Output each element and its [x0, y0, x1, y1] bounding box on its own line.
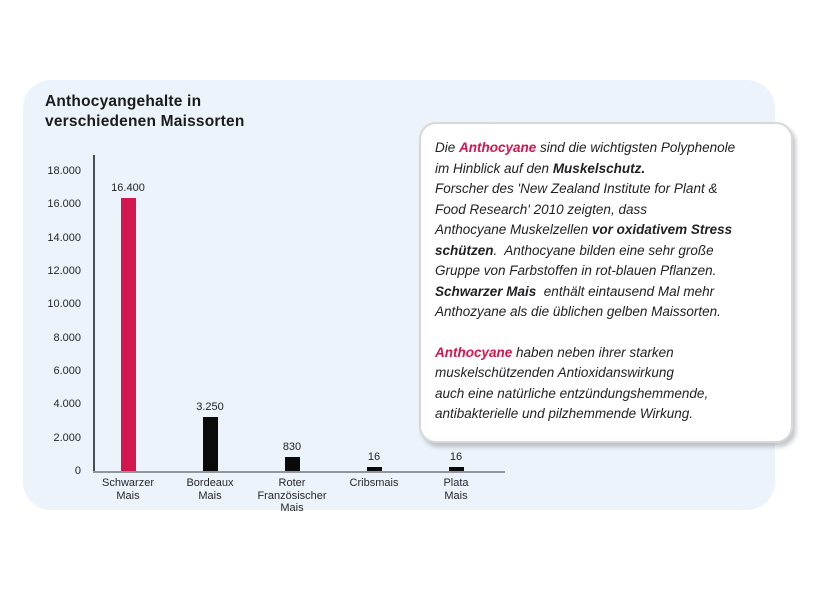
info-text-line — [435, 179, 777, 200]
info-text-line — [435, 282, 777, 303]
text-run: Schwarzer Mais — [435, 283, 537, 299]
y-tick-label: 18.000 — [47, 165, 81, 177]
info-box — [419, 122, 793, 443]
category-label — [82, 477, 174, 502]
bar-value-label: 16.400 — [111, 182, 145, 194]
bar-value-label: 16 — [367, 451, 381, 463]
text-run: sind die wichtigsten Polyphenole — [536, 140, 736, 155]
category-label — [328, 477, 420, 490]
y-tick-label: 4.000 — [53, 398, 81, 411]
text-run: im Hinblick auf den — [435, 160, 553, 176]
text-run: auch eine natürliche entzündungshemmende, — [435, 385, 709, 401]
category-label-line: Plata — [443, 477, 469, 489]
y-axis-line — [93, 155, 95, 471]
y-tick-label: 12.000 — [47, 265, 81, 277]
info-text-line — [435, 159, 777, 180]
chart-title-line-2: verschiedenen Maissorten — [45, 113, 245, 130]
category-label-line: Roter — [278, 477, 306, 489]
info-text-line — [435, 241, 777, 262]
text-run: Die — [435, 140, 460, 155]
info-text-line — [435, 343, 777, 364]
y-tick-label: 8.000 — [53, 331, 81, 344]
y-tick-label: 10.000 — [47, 298, 81, 311]
category-label — [246, 477, 338, 515]
chart-title — [45, 92, 245, 132]
text-run: muskelschützenden Antioxidanswirkung — [435, 365, 674, 380]
info-text-line — [435, 384, 777, 405]
y-tick-label: 16.000 — [47, 198, 81, 211]
text-run: vor oxidativem Stress — [591, 222, 733, 237]
category-label-line: Mais — [280, 502, 304, 514]
chart-title-line-1: Anthocyangehalte in — [45, 93, 202, 110]
y-tick-label: 0 — [74, 465, 81, 477]
info-text-line — [435, 404, 777, 425]
category-label-line: Mais — [198, 489, 222, 502]
text-run: Gruppe von Farbstoffen in rot-blauen Pflanzen. — [435, 263, 717, 278]
category-label — [410, 477, 502, 502]
info-text-line — [435, 200, 777, 221]
text-run: antibakterielle und pilzhemmende Wirkung. — [435, 406, 694, 421]
text-run: haben neben ihrer starken — [512, 344, 674, 360]
info-text-line — [435, 138, 777, 159]
bar-cribsmais — [367, 467, 382, 471]
bar-bordeaux-mais — [203, 417, 218, 471]
text-run: Forscher des 'New Zealand Institute for Plant & — [435, 181, 718, 196]
bar-value-label: 16 — [449, 451, 463, 463]
y-tick-label: 14.000 — [47, 231, 81, 244]
bar-plata-mais — [449, 467, 464, 471]
info-paragraph — [435, 138, 777, 323]
bar-schwarzer-mais — [121, 198, 136, 471]
category-label-line: Cribsmais — [349, 477, 399, 489]
text-run: enthält eintausend Mal mehr — [536, 283, 715, 299]
category-label-line: Schwarzer — [102, 477, 154, 489]
info-text-line — [435, 220, 777, 241]
x-axis-line — [93, 471, 505, 473]
info-paragraph — [435, 343, 777, 425]
category-label-line: Mais — [444, 489, 468, 502]
text-run: Food Research' 2010 zeigten, dass — [435, 201, 647, 217]
category-label — [164, 477, 256, 502]
info-text-line — [435, 302, 777, 323]
bar-roter-franz-sischer-mais — [285, 457, 300, 471]
text-run: Anthozyane als die üblichen gelben Maissorten. — [435, 304, 721, 319]
text-run: Anthocyane — [435, 344, 513, 360]
bar-value-label: 830 — [282, 441, 302, 453]
info-text-line — [435, 261, 777, 282]
y-tick-label: 2.000 — [53, 431, 81, 444]
bar-value-label: 3.250 — [196, 401, 224, 413]
info-text-line — [435, 363, 777, 384]
category-label-line: Bordeaux — [186, 477, 234, 489]
text-run: Anthocyane — [459, 140, 537, 155]
text-run: Anthocyane Muskelzellen — [435, 222, 592, 237]
category-label-line: Mais — [116, 489, 140, 502]
y-tick-label: 6.000 — [53, 365, 81, 377]
text-run: . Anthocyane bilden eine sehr große — [493, 242, 714, 258]
category-label-line: Französischer — [257, 489, 327, 502]
text-run: schützen — [435, 242, 494, 258]
text-run: Muskelschutz. — [552, 160, 646, 176]
